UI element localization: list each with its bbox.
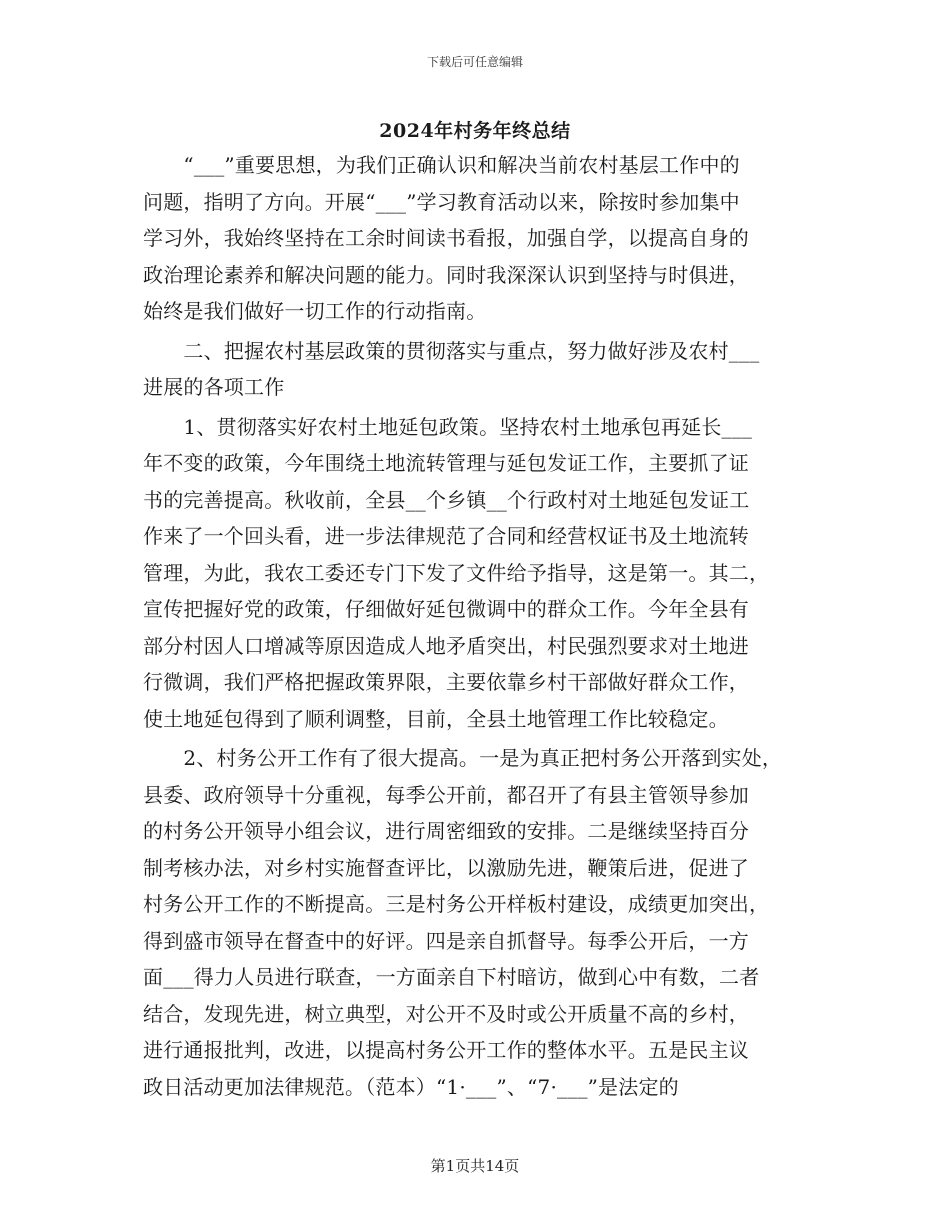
document-title: 2024年村务年终总结 <box>379 120 571 142</box>
body-line: 问题，指明了方向。开展“___”学习教育活动以来，除按时参加集中 <box>143 189 740 214</box>
body-line: 始终是我们做好一切工作的行动指南。 <box>143 299 487 323</box>
body-line: 制考核办法，对乡村实施督查评比，以激励先进，鞭策后进，促进了 <box>143 855 749 880</box>
body-line: 年不变的政策，今年围绕土地流转管理与延包发证工作，主要抓了证 <box>143 451 749 475</box>
body-line: 结合，发现先进，树立典型，对公开不及时或公开质量不高的乡村， <box>143 1001 749 1026</box>
body-line: 1、贯彻落实好农村土地延包政策。坚持农村土地承包再延长___ <box>143 414 753 439</box>
body-line: 行微调，我们严格把握政策界限，主要依靠乡村干部做好群众工作， <box>143 670 749 694</box>
body-line: 使土地延包得到了顺利调整，目前，全县土地管理工作比较稳定。 <box>143 706 729 731</box>
body-line: 面___得力人员进行联查，一方面亲自下村暗访，做到心中有数，二者 <box>143 965 760 989</box>
body-line: 作来了一个回头看，进一步法律规范了合同和经营权证书及土地流转 <box>143 524 749 548</box>
body-line: 政日活动更加法律规范。（范本）“1·___”、“7·___”是法定的 <box>143 1074 679 1099</box>
document-body <box>143 147 815 1105</box>
page-number: 第1页共14页 <box>430 1157 520 1175</box>
header-note: 下载后可任意编辑 <box>426 55 523 69</box>
body-line: 二、把握农村基层政策的贯彻落实与重点，努力做好涉及农村___ <box>143 338 760 363</box>
body-line: 政治理论素养和解决问题的能力。同时我深深认识到坚持与时俱进， <box>143 262 749 287</box>
body-line: 得到盛市领导在督查中的好评。四是亲自抓督导。每季公开后，一方 <box>143 928 749 953</box>
body-line: 的村务公开领导小组会议，进行周密细致的安排。二是继续坚持百分 <box>143 819 749 843</box>
body-line: 县委、政府领导十分重视，每季公开前，都召开了有县主管领导参加 <box>143 782 749 807</box>
body-line: 宣传把握好党的政策，仔细做好延包微调中的群众工作。今年全县有 <box>143 597 749 621</box>
body-line: 书的完善提高。秋收前，全县__个乡镇__个行政村对土地延包发证工 <box>143 487 750 512</box>
body-line: 2、村务公开工作有了很大提高。一是为真正把村务公开落到实处， <box>143 746 783 770</box>
body-line: “___”重要思想，为我们正确认识和解决当前农村基层工作中的 <box>143 153 740 177</box>
body-line: 进行通报批判，改进，以提高村务公开工作的整体水平。五是民主议 <box>143 1038 749 1062</box>
body-line: 村务公开工作的不断提高。三是村务公开样板村建设，成绩更加突出， <box>143 892 770 916</box>
body-line: 部分村因人口增减等原因造成人地矛盾突出，村民强烈要求对土地进 <box>143 633 749 658</box>
body-line: 学习外，我始终坚持在工余时间读书看报，加强自学，以提高自身的 <box>143 226 749 250</box>
body-line: 进展的各项工作 <box>143 375 285 399</box>
body-line: 管理，为此，我农工委还专门下发了文件给予指导，这是第一。其二， <box>143 560 770 585</box>
